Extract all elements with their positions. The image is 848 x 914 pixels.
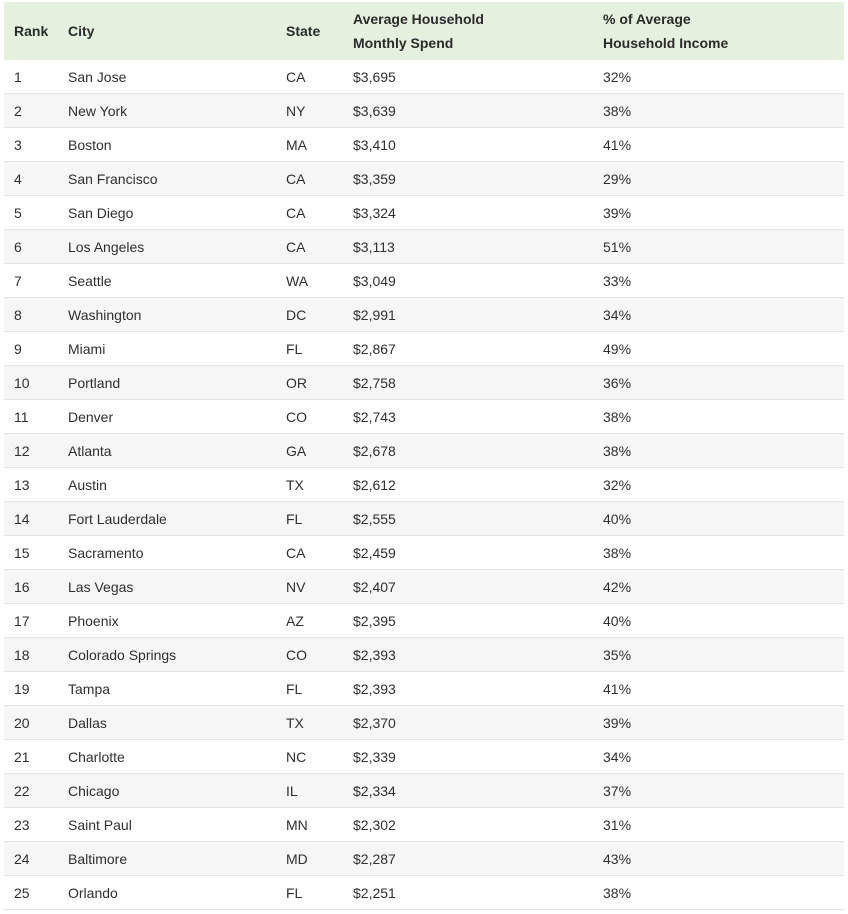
city-cell: Denver: [68, 400, 286, 434]
monthly-spend-cell: $3,359: [353, 162, 603, 196]
table-row: [4, 740, 844, 774]
state-cell: TX: [286, 468, 353, 502]
state-cell: IL: [286, 774, 353, 808]
income-percent-cell: 38%: [603, 94, 844, 128]
table-row: [4, 570, 844, 604]
table-row: [4, 672, 844, 706]
rank-cell: 10: [4, 366, 68, 400]
header-monthly-spend: [353, 2, 603, 60]
income-percent-cell: 37%: [603, 774, 844, 808]
city-cell: Tampa: [68, 672, 286, 706]
state-cell: AZ: [286, 604, 353, 638]
income-percent-cell: 49%: [603, 332, 844, 366]
state-cell: CA: [286, 536, 353, 570]
table-header: [4, 2, 844, 60]
table-row: [4, 298, 844, 332]
table-row: [4, 604, 844, 638]
monthly-spend-cell: $3,639: [353, 94, 603, 128]
table-row: [4, 230, 844, 264]
city-cell: Los Angeles: [68, 230, 286, 264]
monthly-spend-cell: $2,302: [353, 808, 603, 842]
monthly-spend-cell: $2,287: [353, 842, 603, 876]
state-cell: FL: [286, 672, 353, 706]
city-cell: Atlanta: [68, 434, 286, 468]
rank-cell: 3: [4, 128, 68, 162]
table-row: [4, 128, 844, 162]
monthly-spend-cell: $3,410: [353, 128, 603, 162]
city-cell: Boston: [68, 128, 286, 162]
monthly-spend-cell: $2,991: [353, 298, 603, 332]
state-cell: MN: [286, 808, 353, 842]
rank-cell: 24: [4, 842, 68, 876]
monthly-spend-cell: $2,612: [353, 468, 603, 502]
state-cell: FL: [286, 502, 353, 536]
table-row: [4, 94, 844, 128]
table-row: [4, 536, 844, 570]
table-row: [4, 162, 844, 196]
header-income-percent: [603, 2, 844, 60]
income-percent-cell: 43%: [603, 842, 844, 876]
state-cell: NC: [286, 740, 353, 774]
table-row: [4, 60, 844, 94]
rank-cell: 14: [4, 502, 68, 536]
city-cell: Miami: [68, 332, 286, 366]
city-cell: Fort Lauderdale: [68, 502, 286, 536]
table-row: [4, 638, 844, 672]
rank-cell: 8: [4, 298, 68, 332]
rank-cell: 16: [4, 570, 68, 604]
state-cell: CA: [286, 60, 353, 94]
table-row: [4, 502, 844, 536]
header-income-percent-line2: Household Income: [603, 35, 729, 51]
table-row: [4, 808, 844, 842]
table-row: [4, 468, 844, 502]
state-cell: GA: [286, 434, 353, 468]
rank-cell: 1: [4, 60, 68, 94]
rank-cell: 15: [4, 536, 68, 570]
rank-cell: 18: [4, 638, 68, 672]
monthly-spend-cell: $2,459: [353, 536, 603, 570]
monthly-spend-cell: $2,555: [353, 502, 603, 536]
table-row: [4, 876, 844, 910]
rank-cell: 7: [4, 264, 68, 298]
city-cell: San Jose: [68, 60, 286, 94]
city-cell: Austin: [68, 468, 286, 502]
income-percent-cell: 38%: [603, 876, 844, 910]
table-row: [4, 196, 844, 230]
city-cell: Seattle: [68, 264, 286, 298]
monthly-spend-cell: $2,339: [353, 740, 603, 774]
rank-cell: 4: [4, 162, 68, 196]
monthly-spend-cell: $2,251: [353, 876, 603, 910]
rank-cell: 20: [4, 706, 68, 740]
income-percent-cell: 32%: [603, 468, 844, 502]
city-cell: San Francisco: [68, 162, 286, 196]
header-monthly-spend-line1: Average Household: [353, 11, 484, 27]
table-row: [4, 332, 844, 366]
header-city: City: [68, 23, 95, 39]
table-row: [4, 264, 844, 298]
state-cell: MD: [286, 842, 353, 876]
state-cell: FL: [286, 876, 353, 910]
rank-cell: 13: [4, 468, 68, 502]
monthly-spend-cell: $2,393: [353, 672, 603, 706]
monthly-spend-cell: $2,393: [353, 638, 603, 672]
income-percent-cell: 36%: [603, 366, 844, 400]
income-percent-cell: 29%: [603, 162, 844, 196]
city-cell: Washington: [68, 298, 286, 332]
table-row: [4, 706, 844, 740]
rank-cell: 19: [4, 672, 68, 706]
income-percent-cell: 34%: [603, 740, 844, 774]
income-percent-cell: 51%: [603, 230, 844, 264]
rank-cell: 9: [4, 332, 68, 366]
monthly-spend-cell: $2,678: [353, 434, 603, 468]
state-cell: TX: [286, 706, 353, 740]
income-percent-cell: 38%: [603, 536, 844, 570]
monthly-spend-cell: $2,743: [353, 400, 603, 434]
income-percent-cell: 39%: [603, 706, 844, 740]
state-cell: CO: [286, 400, 353, 434]
monthly-spend-cell: $2,407: [353, 570, 603, 604]
state-cell: CA: [286, 162, 353, 196]
rank-cell: 22: [4, 774, 68, 808]
monthly-spend-cell: $3,324: [353, 196, 603, 230]
city-cell: Baltimore: [68, 842, 286, 876]
income-percent-cell: 38%: [603, 400, 844, 434]
table-row: [4, 400, 844, 434]
state-cell: CA: [286, 230, 353, 264]
state-cell: CO: [286, 638, 353, 672]
income-percent-cell: 39%: [603, 196, 844, 230]
header-income-percent-line1: % of Average: [603, 11, 691, 27]
state-cell: OR: [286, 366, 353, 400]
monthly-spend-cell: $3,113: [353, 230, 603, 264]
header-monthly-spend-line2: Monthly Spend: [353, 35, 454, 51]
city-spending-table: [4, 2, 844, 910]
table-body: [4, 60, 844, 910]
income-percent-cell: 42%: [603, 570, 844, 604]
monthly-spend-cell: $3,695: [353, 60, 603, 94]
rank-cell: 21: [4, 740, 68, 774]
monthly-spend-cell: $2,334: [353, 774, 603, 808]
city-cell: San Diego: [68, 196, 286, 230]
state-cell: DC: [286, 298, 353, 332]
state-cell: MA: [286, 128, 353, 162]
rank-cell: 12: [4, 434, 68, 468]
state-cell: NV: [286, 570, 353, 604]
city-cell: Dallas: [68, 706, 286, 740]
income-percent-cell: 38%: [603, 434, 844, 468]
monthly-spend-cell: $2,867: [353, 332, 603, 366]
monthly-spend-cell: $2,758: [353, 366, 603, 400]
monthly-spend-cell: $3,049: [353, 264, 603, 298]
rank-cell: 6: [4, 230, 68, 264]
city-cell: Sacramento: [68, 536, 286, 570]
income-percent-cell: 41%: [603, 672, 844, 706]
city-cell: Chicago: [68, 774, 286, 808]
rank-cell: 2: [4, 94, 68, 128]
state-cell: NY: [286, 94, 353, 128]
monthly-spend-cell: $2,370: [353, 706, 603, 740]
rank-cell: 11: [4, 400, 68, 434]
state-cell: CA: [286, 196, 353, 230]
header-rank: Rank: [14, 23, 49, 39]
income-percent-cell: 34%: [603, 298, 844, 332]
rank-cell: 5: [4, 196, 68, 230]
state-cell: FL: [286, 332, 353, 366]
rank-cell: 23: [4, 808, 68, 842]
income-percent-cell: 32%: [603, 60, 844, 94]
monthly-spend-cell: $2,395: [353, 604, 603, 638]
header-state: State: [286, 23, 321, 39]
city-cell: Phoenix: [68, 604, 286, 638]
rank-cell: 25: [4, 876, 68, 910]
income-percent-cell: 35%: [603, 638, 844, 672]
city-cell: Colorado Springs: [68, 638, 286, 672]
income-percent-cell: 40%: [603, 604, 844, 638]
city-cell: Las Vegas: [68, 570, 286, 604]
state-cell: WA: [286, 264, 353, 298]
header-row: [4, 2, 844, 60]
city-cell: Charlotte: [68, 740, 286, 774]
city-cell: Saint Paul: [68, 808, 286, 842]
city-cell: Portland: [68, 366, 286, 400]
city-cell: Orlando: [68, 876, 286, 910]
rank-cell: 17: [4, 604, 68, 638]
table-row: [4, 774, 844, 808]
table-row: [4, 434, 844, 468]
table-row: [4, 366, 844, 400]
income-percent-cell: 40%: [603, 502, 844, 536]
city-cell: New York: [68, 94, 286, 128]
income-percent-cell: 31%: [603, 808, 844, 842]
table-row: [4, 842, 844, 876]
income-percent-cell: 41%: [603, 128, 844, 162]
income-percent-cell: 33%: [603, 264, 844, 298]
